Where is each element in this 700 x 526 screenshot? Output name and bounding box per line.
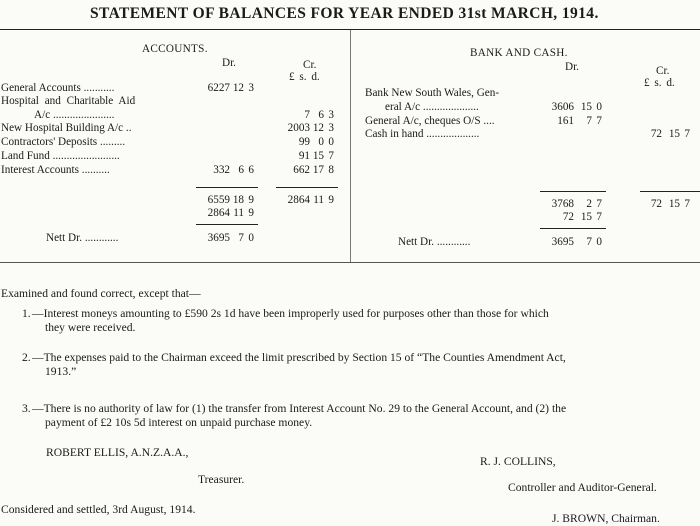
- amount-pounds: 332: [213, 164, 230, 176]
- amount-pounds: 2003: [287, 122, 310, 134]
- total-pence: 7: [596, 211, 602, 223]
- column-divider: [350, 30, 351, 263]
- exception-text: 1913.”: [45, 365, 77, 378]
- exception-text: —Interest moneys amounting to £590 2s 1d have been improperly used for purposes other than those for which: [32, 307, 549, 320]
- bank-currency-header: £ s. d.: [644, 77, 675, 89]
- page-title: STATEMENT OF BALANCES FOR YEAR ENDED 31st MARCH, 1914.: [90, 5, 599, 22]
- nett-pence: 0: [596, 236, 602, 248]
- amount-pence: 7: [684, 128, 690, 140]
- total-pence: 9: [248, 207, 254, 219]
- bottom-rule: [0, 262, 700, 263]
- amount-shillings: 17: [312, 164, 324, 176]
- amount-shillings: 12: [232, 82, 244, 94]
- bank-row-label: Bank New South Wales, Gen-: [365, 87, 500, 99]
- amount-pounds: 3606: [551, 101, 574, 113]
- amount-shillings: 15: [580, 101, 592, 113]
- amount-pounds: 161: [557, 115, 574, 127]
- total-pence: 7: [684, 198, 690, 210]
- total-pence: 9: [328, 194, 334, 206]
- auditor-name: R. J. COLLINS,: [480, 455, 556, 468]
- accounts-row-label: Interest Accounts ..........: [1, 164, 110, 176]
- total-shillings: 11: [233, 207, 244, 219]
- total-pounds: 2864: [207, 207, 230, 219]
- bank-row-label: General A/c, cheques O/S ....: [365, 115, 495, 127]
- exception-text: they were received.: [45, 321, 136, 334]
- exception-text: payment of £2 10s 5d interest on unpaid purchase money.: [45, 416, 313, 429]
- total-shillings: 11: [313, 194, 324, 206]
- bank-row-label: Cash in hand ...................: [365, 128, 480, 140]
- total-shillings: 15: [580, 211, 592, 223]
- nett-pence: 0: [248, 232, 254, 244]
- exception-number: 1.: [22, 307, 31, 320]
- treasurer-title: Treasurer.: [198, 473, 245, 486]
- accounts-row-label: General Accounts ...........: [1, 82, 115, 94]
- amount-pounds: 662: [293, 164, 310, 176]
- amount-pence: 7: [596, 115, 602, 127]
- nett-shillings: 7: [238, 232, 244, 244]
- accounts-heading: ACCOUNTS.: [142, 43, 208, 55]
- amount-pence: 7: [328, 150, 334, 162]
- total-pounds: 72: [650, 198, 662, 210]
- total-shillings: 2: [586, 198, 592, 210]
- total-rule: [276, 187, 338, 188]
- total-pence: 9: [248, 194, 254, 206]
- total-shillings: 18: [232, 194, 244, 206]
- accounts-row-label: Land Fund ........................: [1, 150, 120, 162]
- accounts-row-label: Contractors' Deposits .........: [1, 136, 126, 148]
- amount-shillings: 6: [318, 109, 324, 121]
- nett-pounds: 3695: [207, 232, 230, 244]
- accounts-currency-header: £ s. d.: [289, 71, 320, 83]
- total-pounds: 72: [562, 211, 574, 223]
- amount-pence: 3: [328, 122, 334, 134]
- exception-text: —There is no authority of law for (1) the transfer from Interest Account No. 29 to the General Account, and (2) the: [32, 402, 567, 415]
- amount-pence: 0: [328, 136, 334, 148]
- nett-shillings: 7: [586, 236, 592, 248]
- bank-dr-label: Dr.: [565, 61, 579, 73]
- exception-number: 2.: [22, 351, 31, 364]
- total-pounds: 6559: [207, 194, 230, 206]
- accounts-row-label: A/c ......................: [34, 109, 115, 121]
- bank-cr-label: Cr.: [656, 65, 670, 77]
- total-rule: [540, 228, 606, 229]
- amount-shillings: 15: [668, 128, 680, 140]
- bank-row-label: eral A/c ....................: [385, 101, 479, 113]
- amount-shillings: 15: [312, 150, 324, 162]
- amount-pence: 3: [328, 109, 334, 121]
- total-rule: [196, 224, 258, 225]
- amount-shillings: 0: [318, 136, 324, 148]
- amount-pounds: 99: [298, 136, 310, 148]
- exception-text: —The expenses paid to the Chairman exceed the limit prescribed by Section 15 of “The Counties Amendment Act,: [32, 351, 566, 364]
- nett-label: Nett Dr. ............: [398, 236, 471, 248]
- nett-label: Nett Dr. ............: [46, 232, 119, 244]
- audit-intro: Examined and found correct, except that—: [1, 287, 201, 300]
- accounts-row-label: New Hospital Building A/c ..: [1, 122, 132, 134]
- amount-pence: 3: [248, 82, 254, 94]
- total-pounds: 2864: [287, 194, 310, 206]
- amount-pounds: 6227: [207, 82, 230, 94]
- amount-pounds: 7: [304, 109, 310, 121]
- settled-date: Considered and settled, 3rd August, 1914.: [1, 503, 196, 516]
- total-shillings: 15: [668, 198, 680, 210]
- total-rule: [196, 187, 258, 188]
- amount-pence: 6: [248, 164, 254, 176]
- accounts-cr-label: Cr.: [303, 59, 317, 71]
- total-pounds: 3768: [551, 198, 574, 210]
- amount-pence: 8: [328, 164, 334, 176]
- amount-shillings: 7: [586, 115, 592, 127]
- accounts-dr-label: Dr.: [222, 57, 236, 69]
- amount-pounds: 91: [298, 150, 310, 162]
- bank-heading: BANK AND CASH.: [470, 47, 568, 59]
- exception-number: 3.: [22, 402, 31, 415]
- total-rule: [640, 191, 700, 192]
- amount-pence: 0: [596, 101, 602, 113]
- accounts-row-label: Hospital and Charitable Aid: [1, 95, 136, 107]
- nett-pounds: 3695: [551, 236, 574, 248]
- auditor-title: Controller and Auditor-General.: [508, 481, 657, 494]
- total-pence: 7: [596, 198, 602, 210]
- chairman-signature: J. BROWN, Chairman.: [552, 512, 660, 525]
- amount-shillings: 6: [238, 164, 244, 176]
- amount-shillings: 12: [312, 122, 324, 134]
- amount-pounds: 72: [650, 128, 662, 140]
- total-rule: [540, 191, 606, 192]
- treasurer-name: ROBERT ELLIS, A.N.Z.A.A.,: [46, 446, 189, 459]
